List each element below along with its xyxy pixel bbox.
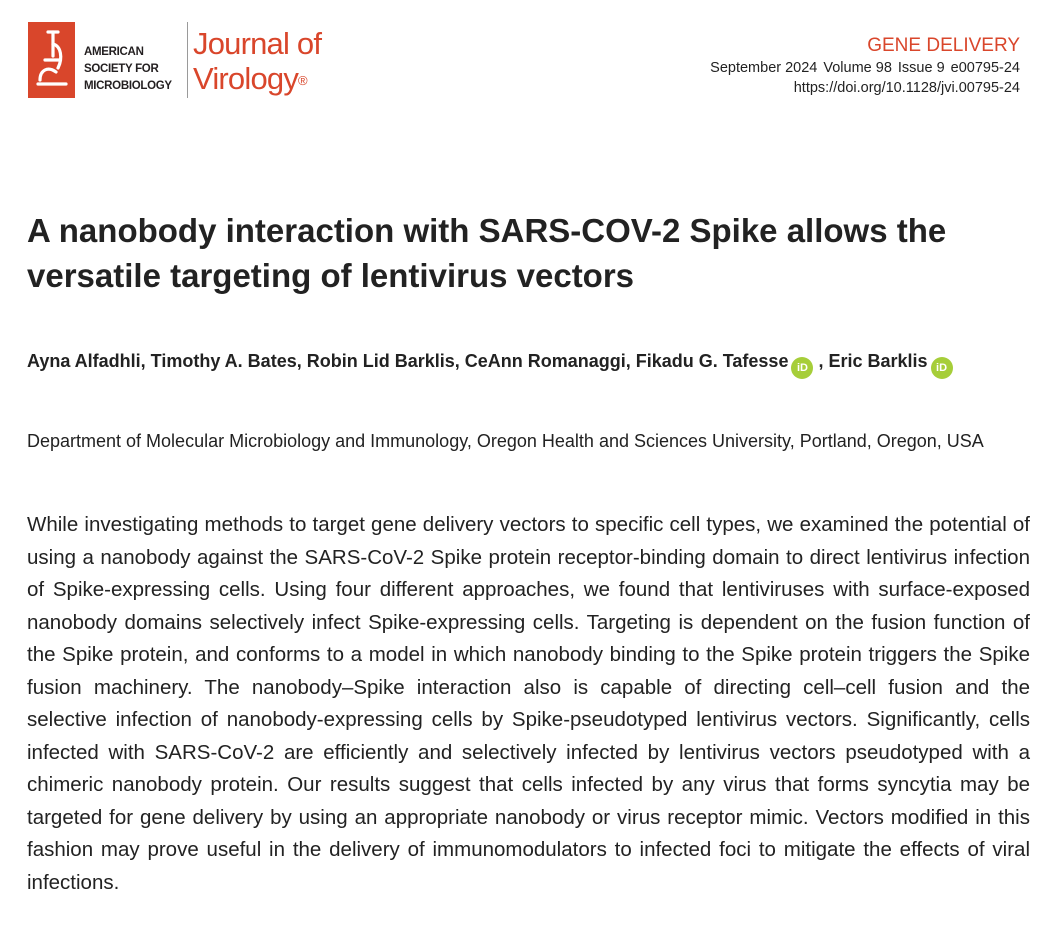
affiliation: Department of Molecular Microbiology and Immunology, Oregon Health and Sciences University, Portland, Oregon, USA (27, 431, 984, 451)
asm-logo (28, 22, 75, 98)
issue-date: September 2024 (710, 60, 818, 76)
registered-mark: ® (298, 73, 307, 88)
author-name[interactable]: Eric Barklis (828, 351, 928, 371)
author-names[interactable]: Ayna Alfadhli, Timothy A. Bates, Robin Lid Barklis, CeAnn Romanaggi, Fikadu G. Tafesse (27, 351, 789, 371)
issue: Issue 9 (897, 60, 945, 76)
journal-name-line: Journal of (193, 26, 322, 61)
author-list (27, 345, 1027, 379)
citation-line (710, 58, 1020, 78)
abstract: While investigating methods to target gene delivery vectors to specific cell types, we examined the potential of using a nanobody against the SARS-CoV-2 Spike protein receptor-binding domain to direct lentivirus infection of Spike-expressing cells. Using four different approaches, we found that lentiviruses with surface-exposed nanobody domains selectively infect Spike-expressing cells. Targeting is dependent on the fusion function of the Spike protein, and conforms to a model in which nanobody binding to the Spike protein triggers the Spike fusion machinery. The nanobody–Spike interaction also is capable of directing cell–cell fusion and the selective infection of nanobody-expressing cells by Spike-pseudotyped lentivirus vectors. Significantly, cells infected with SARS-CoV-2 are efficiently and selectively infected by lentivirus vectors pseudotyped with a chimeric nanobody protein. Our results suggest that cells infected by any virus that forms syncytia may be targeted for gene delivery by using an appropriate nanobody or virus receptor mimic. Vectors modified in this fashion may prove useful in the delivery of immunomodulators to infected foci to mitigate the effects of viral infections. (27, 513, 1030, 894)
journal-name-line: Virology (193, 61, 299, 96)
journal-name (193, 26, 321, 96)
logo-divider (187, 22, 188, 98)
publisher-name-line: MICROBIOLOGY (84, 80, 172, 92)
orcid-icon[interactable]: iD (791, 357, 813, 379)
article-id: e00795-24 (950, 60, 1020, 76)
publisher-name-line: AMERICAN (84, 46, 144, 58)
section-label: GENE DELIVERY (867, 35, 1020, 56)
volume: Volume 98 (823, 60, 892, 76)
article-meta (710, 35, 1020, 98)
microscope-icon (28, 22, 75, 98)
article-title: A nanobody interaction with SARS-COV-2 Spike allows the versatile targeting of lentivirus vectors (27, 212, 947, 294)
author-separator: , (813, 351, 829, 371)
doi-link[interactable]: https://doi.org/10.1128/jvi.00795-24 (793, 80, 1020, 96)
orcid-icon[interactable]: iD (931, 357, 953, 379)
publisher-name-line: SOCIETY FOR (84, 63, 159, 75)
publisher-name (84, 44, 188, 95)
